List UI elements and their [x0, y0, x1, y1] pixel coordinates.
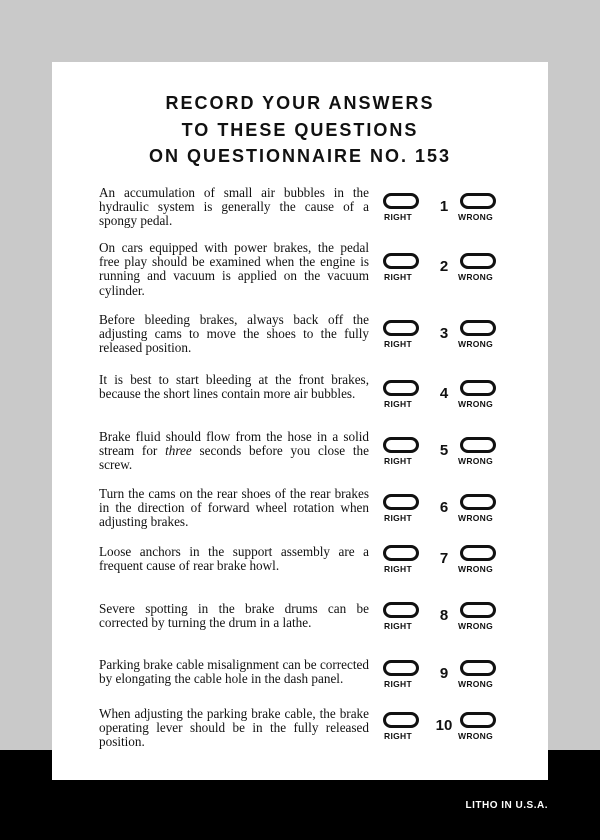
right-label: RIGHT	[384, 339, 412, 349]
question-number: 6	[439, 499, 449, 516]
right-label: RIGHT	[384, 212, 412, 222]
wrong-label: WRONG	[458, 399, 494, 409]
right-answer-oval[interactable]	[383, 253, 419, 269]
question-text: Turn the cams on the rear shoes of the rear brakes in the direction of forward wheel rotation when adjusting brakes.	[99, 486, 369, 530]
question-text: It is best to start bleeding at the front brakes, because the short lines contain more air bubbles.	[99, 372, 369, 402]
question-text: On cars equipped with power brakes, the pedal free play should be examined when the engine is running and vacuum is applied on the vacuum cylinder.	[99, 240, 369, 298]
question-text: An accumulation of small air bubbles in the hydraulic system is generally the cause of a spongy pedal.	[99, 185, 369, 229]
wrong-label: WRONG	[458, 339, 494, 349]
wrong-label: WRONG	[458, 272, 494, 282]
question-number: 7	[439, 550, 449, 567]
right-answer-oval[interactable]	[383, 660, 419, 676]
wrong-answer-oval[interactable]	[460, 253, 496, 269]
right-label: RIGHT	[384, 621, 412, 631]
right-label: RIGHT	[384, 679, 412, 689]
question-text	[99, 430, 369, 473]
question-text: Severe spotting in the brake drums can be corrected by turning the drum in a lathe.	[99, 601, 369, 631]
question-text: Loose anchors in the support assembly are a frequent cause of rear brake howl.	[99, 544, 369, 574]
wrong-answer-oval[interactable]	[460, 380, 496, 396]
right-label: RIGHT	[384, 513, 412, 523]
question-row-4	[52, 373, 548, 433]
right-label: RIGHT	[384, 399, 412, 409]
right-answer-oval[interactable]	[383, 602, 419, 618]
wrong-answer-oval[interactable]	[460, 437, 496, 453]
question-number: 8	[439, 607, 449, 624]
wrong-answer-oval[interactable]	[460, 660, 496, 676]
wrong-answer-oval[interactable]	[460, 320, 496, 336]
question-number: 3	[439, 325, 449, 342]
question-number: 1	[439, 198, 449, 215]
question-number: 9	[439, 665, 449, 682]
right-answer-oval[interactable]	[383, 712, 419, 728]
wrong-label: WRONG	[458, 731, 494, 741]
wrong-label: WRONG	[458, 621, 494, 631]
title-line-3: ON QUESTIONNAIRE NO. 153	[148, 146, 452, 166]
wrong-label: WRONG	[458, 212, 494, 222]
question-row-3	[52, 313, 548, 373]
question-row-8	[52, 602, 548, 662]
question-row-2	[52, 241, 548, 301]
wrong-answer-oval[interactable]	[460, 602, 496, 618]
title-line-1: RECORD YOUR ANSWERS	[165, 93, 435, 113]
card-title	[52, 90, 548, 170]
question-text-part: Brake fluid should flow from the hose in a solid stream for	[99, 429, 369, 459]
question-number: 5	[439, 442, 449, 459]
question-row-10	[52, 707, 548, 767]
question-text: Before bleeding brakes, always back off the adjusting cams to move the shoes to the fully released position.	[99, 312, 369, 356]
wrong-answer-oval[interactable]	[460, 193, 496, 209]
right-answer-oval[interactable]	[383, 380, 419, 396]
question-text: Parking brake cable misalignment can be corrected by elongating the cable hole in the dash panel.	[99, 657, 369, 687]
question-number: 10	[435, 717, 453, 734]
question-text-emphasis: three	[165, 443, 192, 459]
right-answer-oval[interactable]	[383, 494, 419, 510]
question-row-1	[52, 186, 548, 246]
wrong-label: WRONG	[458, 456, 494, 466]
right-label: RIGHT	[384, 564, 412, 574]
question-number: 2	[439, 258, 449, 275]
wrong-label: WRONG	[458, 513, 494, 523]
wrong-answer-oval[interactable]	[460, 494, 496, 510]
right-answer-oval[interactable]	[383, 545, 419, 561]
question-text-part: seconds before you close the screw.	[99, 443, 370, 473]
wrong-answer-oval[interactable]	[460, 712, 496, 728]
answer-card	[52, 62, 548, 780]
right-answer-oval[interactable]	[383, 320, 419, 336]
right-answer-oval[interactable]	[383, 437, 419, 453]
wrong-label: WRONG	[458, 564, 494, 574]
right-label: RIGHT	[384, 731, 412, 741]
question-row-5	[52, 430, 548, 490]
question-number: 4	[439, 385, 449, 402]
question-row-7	[52, 545, 548, 605]
wrong-answer-oval[interactable]	[460, 545, 496, 561]
right-label: RIGHT	[384, 272, 412, 282]
right-label: RIGHT	[384, 456, 412, 466]
right-answer-oval[interactable]	[383, 193, 419, 209]
wrong-label: WRONG	[458, 679, 494, 689]
title-line-2: TO THESE QUESTIONS	[181, 119, 419, 140]
litho-footer: LITHO IN U.S.A.	[465, 800, 548, 811]
question-row-6	[52, 487, 548, 547]
question-text: When adjusting the parking brake cable, the brake operating lever should be in the fully released position.	[99, 706, 369, 750]
